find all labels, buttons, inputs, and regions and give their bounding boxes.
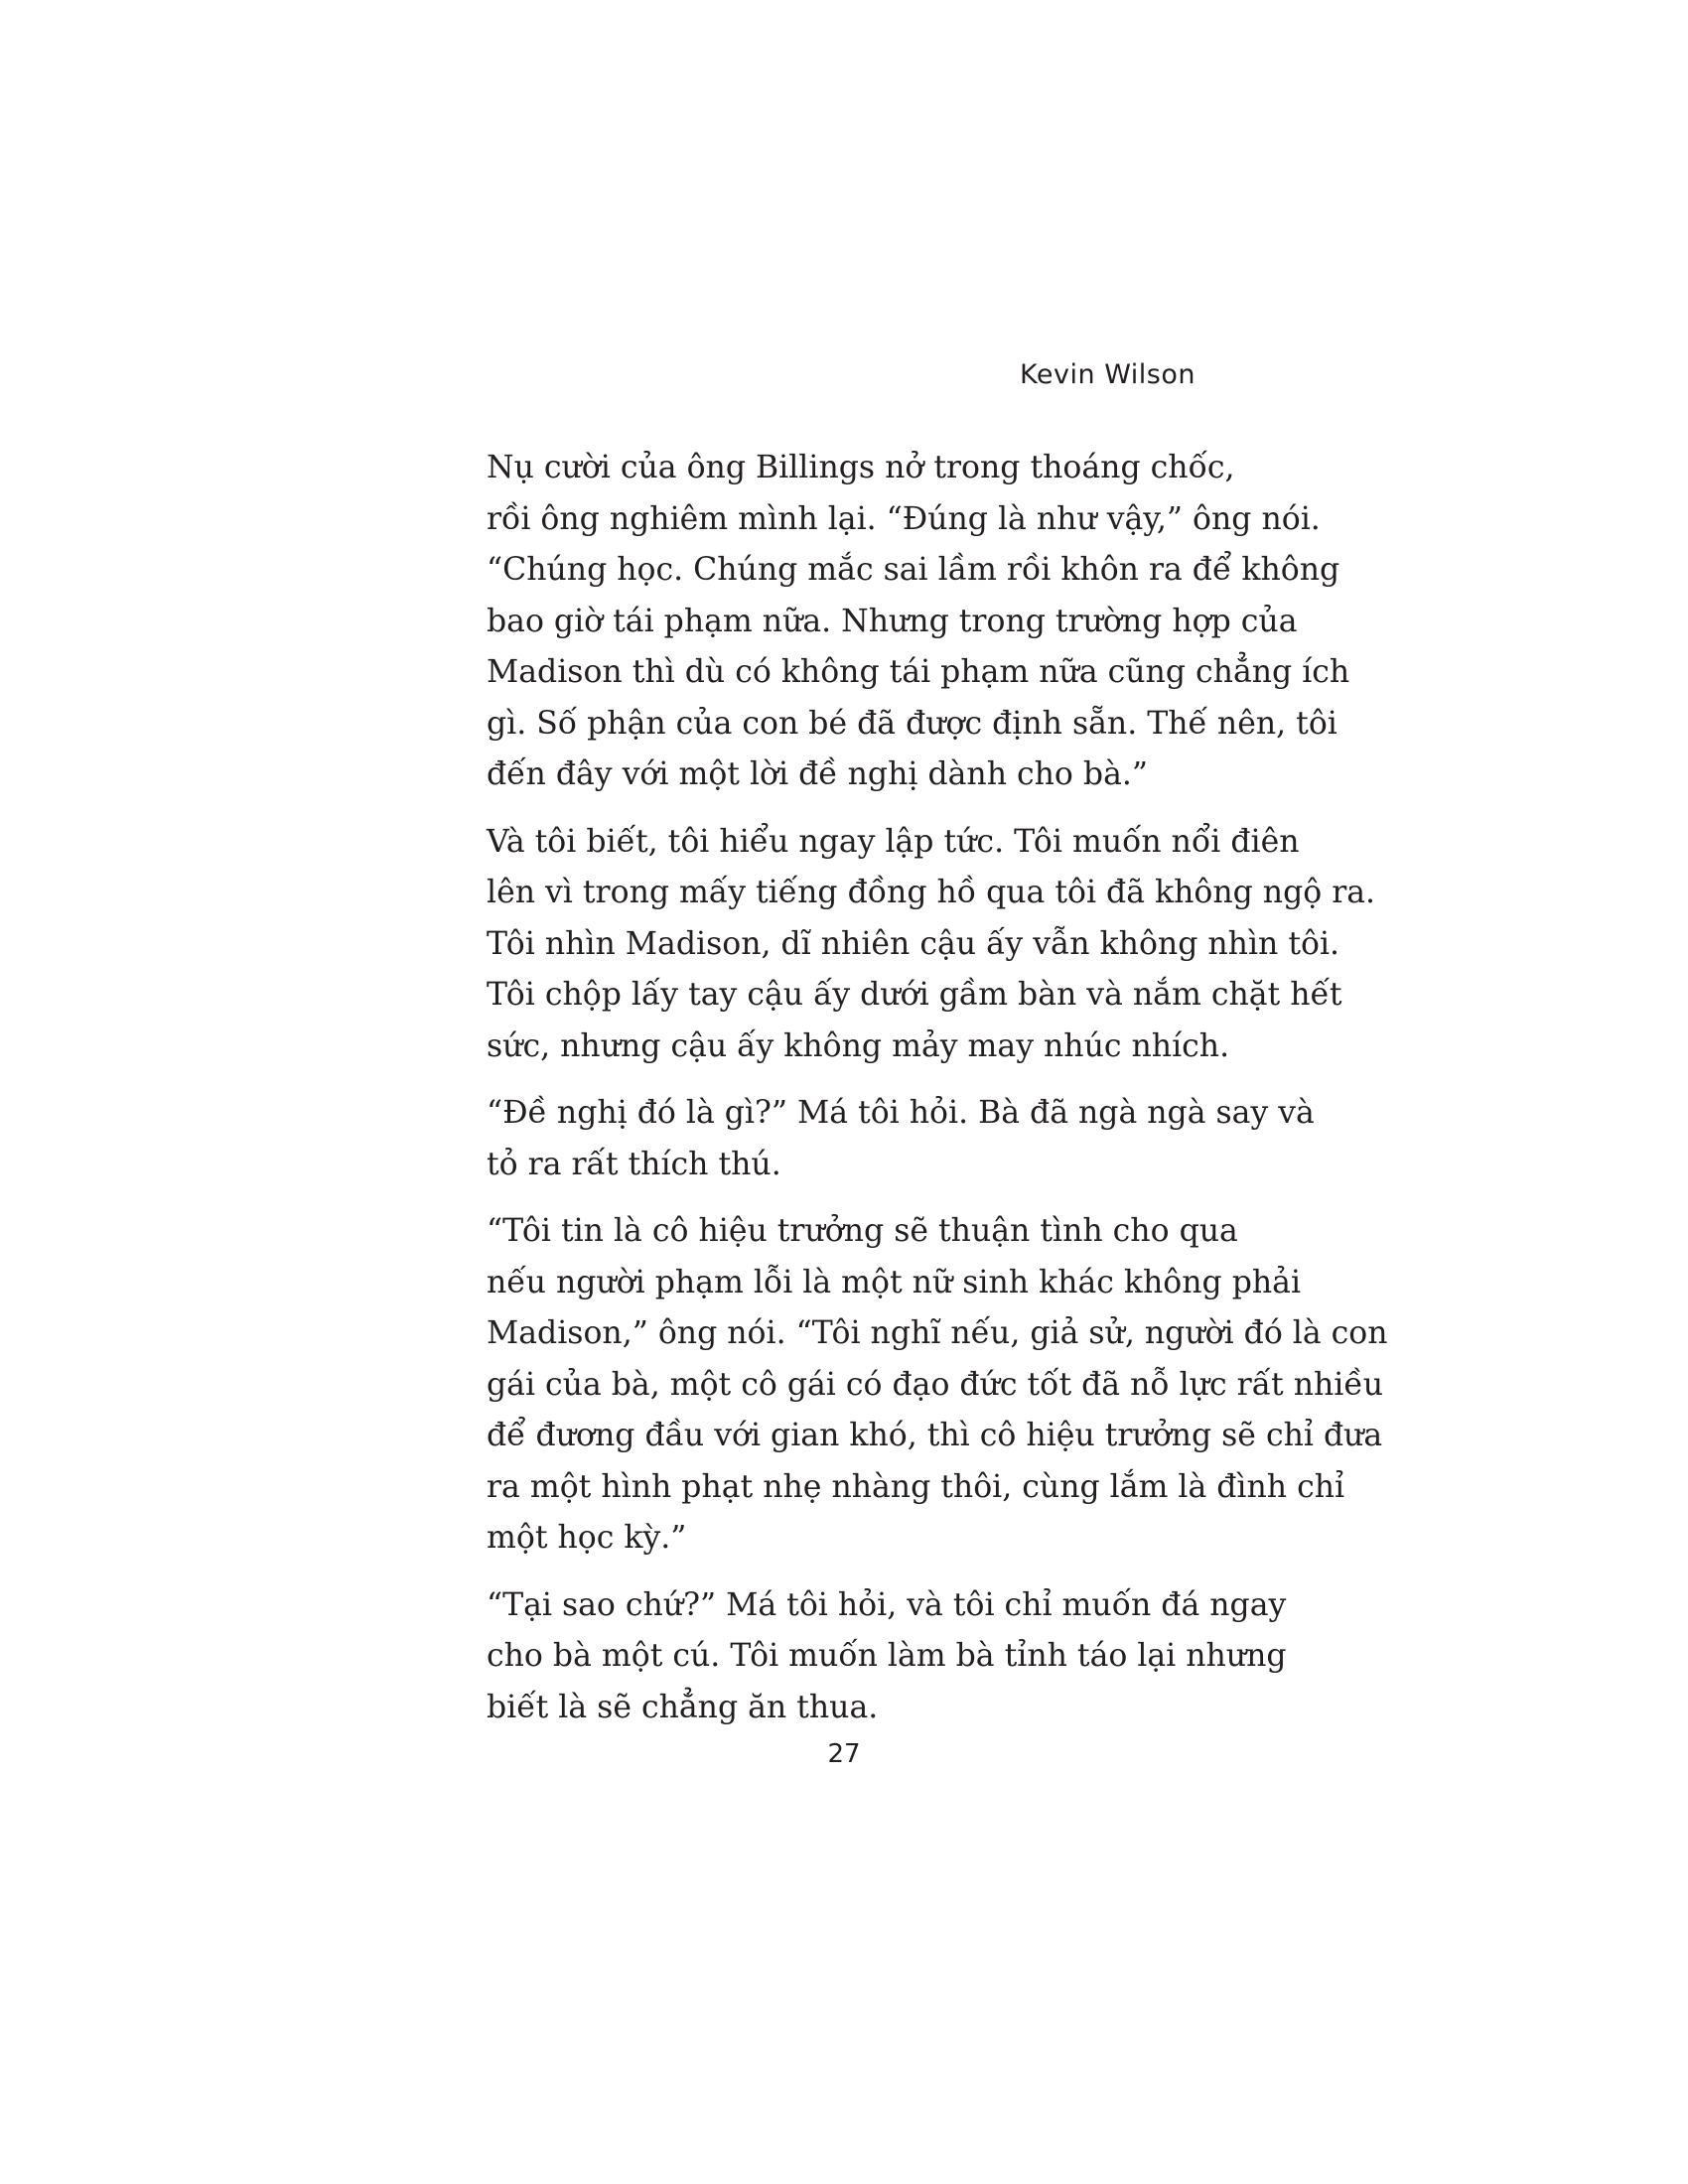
text-line: rồi ông nghiêm mình lại. “Đúng là như vậy,” ông nói. (487, 500, 1321, 537)
paragraph (487, 817, 1376, 1073)
text-line: Nụ cười của ông Billings nở trong thoáng chốc, (487, 450, 1235, 485)
text-line: để đương đầu với gian khó, thì cô hiệu trưởng sẽ chỉ đưa (487, 1418, 1383, 1453)
text-line: biết là sẽ chẳng ăn thua. (487, 1689, 879, 1725)
paragraph (487, 443, 1350, 801)
text-line: tỏ ra rất thích thú. (487, 1146, 781, 1182)
text-line: Madison,” ông nói. “Tôi nghĩ nếu, giả sử, người đó là con (487, 1315, 1388, 1351)
text-line: “Chúng học. Chúng mắc sai lầm rồi khôn ra để không (487, 552, 1340, 588)
text-line: bao giờ tái phạm nữa. Nhưng trong trường hợp của (487, 603, 1298, 639)
text-line: gái của bà, một cô gái có đạo đức tốt đã nỗ lực rất nhiều (487, 1366, 1384, 1403)
text-line: Madison thì dù có không tái phạm nữa cũng chẳng ích (487, 654, 1350, 690)
text-line: gì. Số phận của con bé đã được định sẵn. Thế nên, tôi (487, 705, 1337, 742)
text-line: “Tôi tin là cô hiệu trưởng sẽ thuận tình cho qua (487, 1213, 1238, 1249)
running-head: Kevin Wilson (1020, 359, 1196, 390)
paragraph (487, 1206, 1388, 1565)
paragraph (487, 1088, 1315, 1190)
text-line: ra một hình phạt nhẹ nhàng thôi, cùng lắm là đình chỉ (487, 1468, 1345, 1505)
text-line: lên vì trong mấy tiếng đồng hồ qua tôi đã không ngộ ra. (487, 875, 1376, 910)
text-line: một học kỳ.” (487, 1520, 687, 1556)
text-line: nếu người phạm lỗi là một nữ sinh khác không phải (487, 1264, 1302, 1300)
text-line: sức, nhưng cậu ấy không mảy may nhúc nhích. (487, 1027, 1230, 1064)
text-line: “Đề nghị đó là gì?” Má tôi hỏi. Bà đã ngà ngà say và (487, 1095, 1315, 1131)
text-line: Và tôi biết, tôi hiểu ngay lập tức. Tôi muốn nổi điên (487, 823, 1300, 860)
page-number: 27 (827, 1739, 861, 1769)
text-line: cho bà một cú. Tôi muốn làm bà tỉnh táo lại nhưng (487, 1638, 1287, 1674)
text-line: Tôi nhìn Madison, dĩ nhiên cậu ấy vẫn không nhìn tôi. (487, 925, 1340, 962)
text-line: Tôi chộp lấy tay cậu ấy dưới gầm bàn và nắm chặt hết (487, 977, 1342, 1013)
text-line: đến đây với một lời đề nghị dành cho bà.” (487, 756, 1148, 792)
paragraph (487, 1580, 1287, 1734)
text-line: “Tại sao chứ?” Má tôi hỏi, và tôi chỉ muốn đá ngay (487, 1586, 1287, 1623)
body-text (487, 443, 1388, 1749)
